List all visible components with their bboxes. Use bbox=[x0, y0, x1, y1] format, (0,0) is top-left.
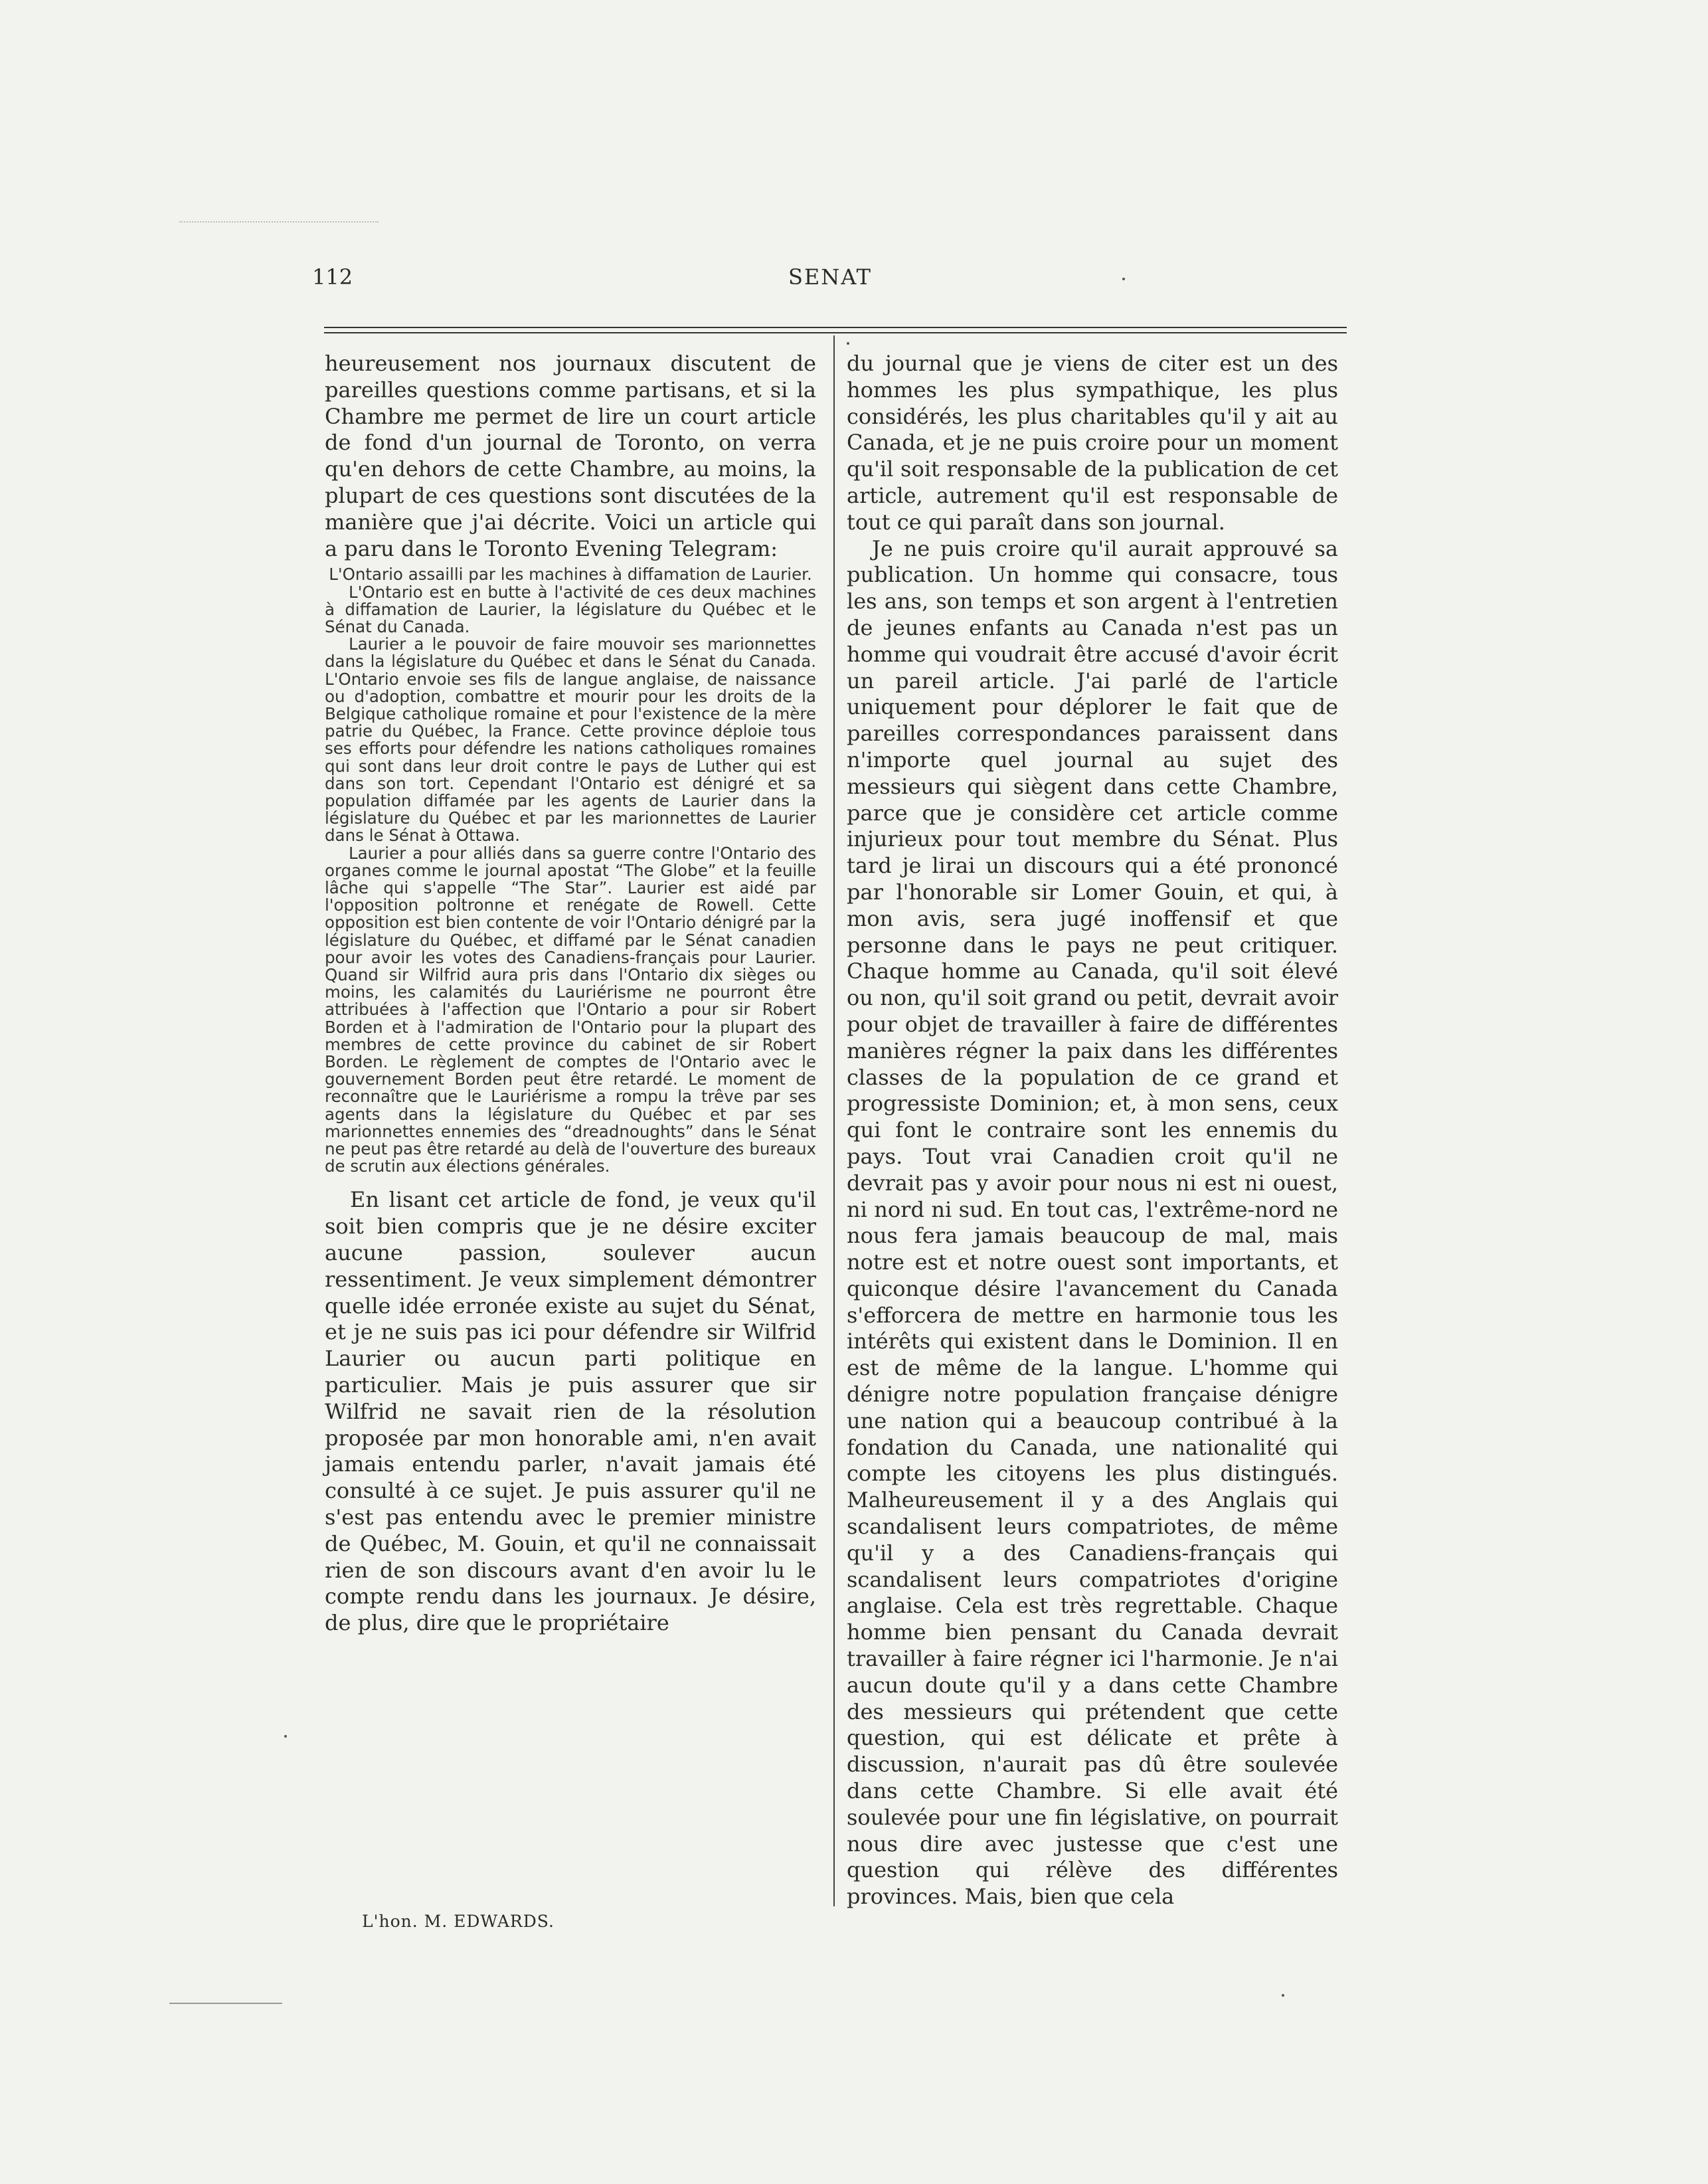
scan-speck bbox=[1122, 278, 1125, 280]
scan-speck bbox=[1282, 1994, 1284, 1997]
quote-paragraph-1: L'Ontario est en butte à l'activité de ces deux machines à diffamation de Laurier, la législature du Québec et le Sénat du Canada. bbox=[325, 582, 816, 636]
right-paragraph-2: Je ne puis croire qu'il aurait approuvé sa publication. Un homme qui consacre, tous les ans, son temps et son argent à l'entretien de jeunes enfants au Canada n'est pas un homme qui voudrait être accusé d'avoir écrit un pareil article. J'ai parlé de l'article uniquement pour déplorer le fait que de pareilles correspondances paraissent dans n'importe quel journal au sujet des messieurs qui siègent dans cette Chambre, parce que je considère cet article comme injurieux pour tout membre du Sénat. Plus tard je lirai un discours qui a été prononcé par l'honorable sir Lomer Gouin, et qui, à mon avis, sera jugé inoffensif et que personne dans le pays ne peut critiquer. Chaque homme au Canada, qu'il soit élevé ou non, qu'il soit grand ou petit, devrait avoir pour objet de travailler à faire de différentes manières régner la paix dans les différentes classes de la population de ce grand et progressiste Dominion; et, à mon sens, ceux qui font le contraire sont les ennemis du pays. Tout vrai Canadien croit qu'il ne devrait pas y avoir pour nous ni est ni ouest, ni nord ni sud. En tout cas, l'extrême-nord ne nous fera jamais beaucoup de mal, mais notre est et notre ouest sont importants, et quiconque désire l'avancement du Canada s'efforcera de mettre en harmonie tous les intérêts qui existent dans le Dominion. Il en est de même de la langue. L'homme qui dénigre notre population française dénigre une nation qui a beaucoup contribué à la fondation du Canada, une nationalité qui compte les citoyens les plus distingués. Malheureusement il y a des Anglais qui scandalisent leurs compatriotes, de même qu'il y a des Canadiens-français qui scandalisent leurs compatriotes d'origine anglaise. Cela est très regrettable. Chaque homme bien pensant du Canada devrait travailler à faire régner ici l'harmonie. Je n'ai aucun doute qu'il y a dans cette Chambre des messieurs qui prétendent que cette question, qui est délicate et prête à discussion, n'aurait pas dû être soulevée dans cette Chambre. Si elle avait été soulevée pour une fin législative, on pourrait nous dire avec justesse que c'est une question qui rélève des différentes provinces. Mais, bien que cela bbox=[847, 535, 1338, 1910]
speaker-footer: L'hon. M. EDWARDS. bbox=[362, 1912, 555, 1931]
page-title: SENAT bbox=[788, 264, 872, 290]
left-column bbox=[325, 351, 816, 1637]
quote-paragraph-2: Laurier a le pouvoir de faire mouvoir ses marionnettes dans la législature du Québec et dans le Sénat du Canada. L'Ontario envoie ses fils de langue anglaise, de naissance ou d'adoption, combattre et mourir pour les droits de la Belgique catholique romaine et pour l'existence de la mère patrie du Québec, la France. Cette province déploie tous ses efforts pour défendre les nations catholiques romaines qui sont dans leur droit contre le pays de Luther qui est dans son tort. Cependant l'Ontario est dénigré et sa population diffamée par les agents de Laurier dans la législature du Québec et par les marionnettes de Laurier dans le Sénat à Ottawa. bbox=[325, 634, 816, 846]
scan-speck bbox=[284, 1735, 287, 1738]
header-rule-top bbox=[324, 327, 1347, 328]
header-rule-bottom bbox=[324, 332, 1347, 333]
quote-paragraph-3: Laurier a pour alliés dans sa guerre contre l'Ontario des organes comme le journal apostat “The Globe” et la feuille lâche qui s'appelle “The Star”. Laurier est aidé par l'opposition poltronne et renégate de Rowell. Cette opposition est bien contente de voir l'Ontario dénigré par la législature du Québec, et diffamé par le Sénat canadien pour avoir les votes des Canadiens-français pour Laurier. Quand sir Wilfrid aura pris dans l'Ontario dix sièges ou moins, les calamités du Lauriérisme ne pourront être attribuées à l'affection que l'Ontario a pour sir Robert Borden et à l'admiration de l'Ontario pour la plupart des membres de cette province du cabinet de sir Robert Borden. Le règlement de comptes de l'Ontario avec le gouvernement Borden peut être retardé. Le moment de reconnaître que le Lauriérisme a rompu la trêve par ses agents dans la législature du Québec et par ses marionnettes ennemies des “dreadnoughts” dans le Sénat ne peut pas être retardé au delà de l'ouverture des bureaux de scrutin aux élections générales. bbox=[325, 843, 816, 1176]
left-intro-paragraph: heureusement nos journaux discutent de pareilles questions comme partisans, et si la Chambre me permet de lire un court article de fond d'un journal de Toronto, on verra qu'en dehors de cette Chambre, au moins, la plupart de ces questions sont discutées de la manière que j'ai décrite. Voici un article qui a paru dans le Toronto Evening Telegram: bbox=[325, 351, 816, 561]
column-divider bbox=[833, 335, 835, 1906]
quote-headline: L'Ontario assailli par les machines à diffamation de Laurier. bbox=[329, 565, 812, 585]
right-column bbox=[847, 351, 1338, 1910]
page-number: 112 bbox=[312, 264, 353, 290]
scan-speck bbox=[847, 342, 849, 345]
right-paragraph-1: du journal que je viens de citer est un des hommes les plus sympathique, les plus considérés, les plus charitables qu'il y ait au Canada, et je ne puis croire pour un moment qu'il soit responsable de la publication de cet article, autrement qu'il est responsable de tout ce qui paraît dans son journal. bbox=[847, 351, 1338, 535]
left-closing-paragraph: En lisant cet article de fond, je veux qu'il soit bien compris que je ne désire exciter aucune passion, soulever aucun ressentiment. Je veux simplement démontrer quelle idée erronée existe au sujet du Sénat, et je ne suis pas ici pour défendre sir Wilfrid Laurier ou aucun parti politique en particulier. Mais je puis assurer que sir Wilfrid ne savait rien de la résolution proposée par mon honorable ami, n'en avait jamais entendu parler, n'avait jamais été consulté à ce sujet. Je puis assurer qu'il ne s'est pas entendu avec le premier ministre de Québec, M. Gouin, et qu'il ne connaissait rien de son discours avant d'en avoir lu le compte rendu dans les journaux. Je désire, de plus, dire que le propriétaire bbox=[325, 1187, 816, 1636]
scan-artifact-line-top bbox=[179, 221, 379, 223]
scan-artifact-line-bottom bbox=[169, 2003, 282, 2004]
page-header bbox=[312, 264, 1348, 298]
